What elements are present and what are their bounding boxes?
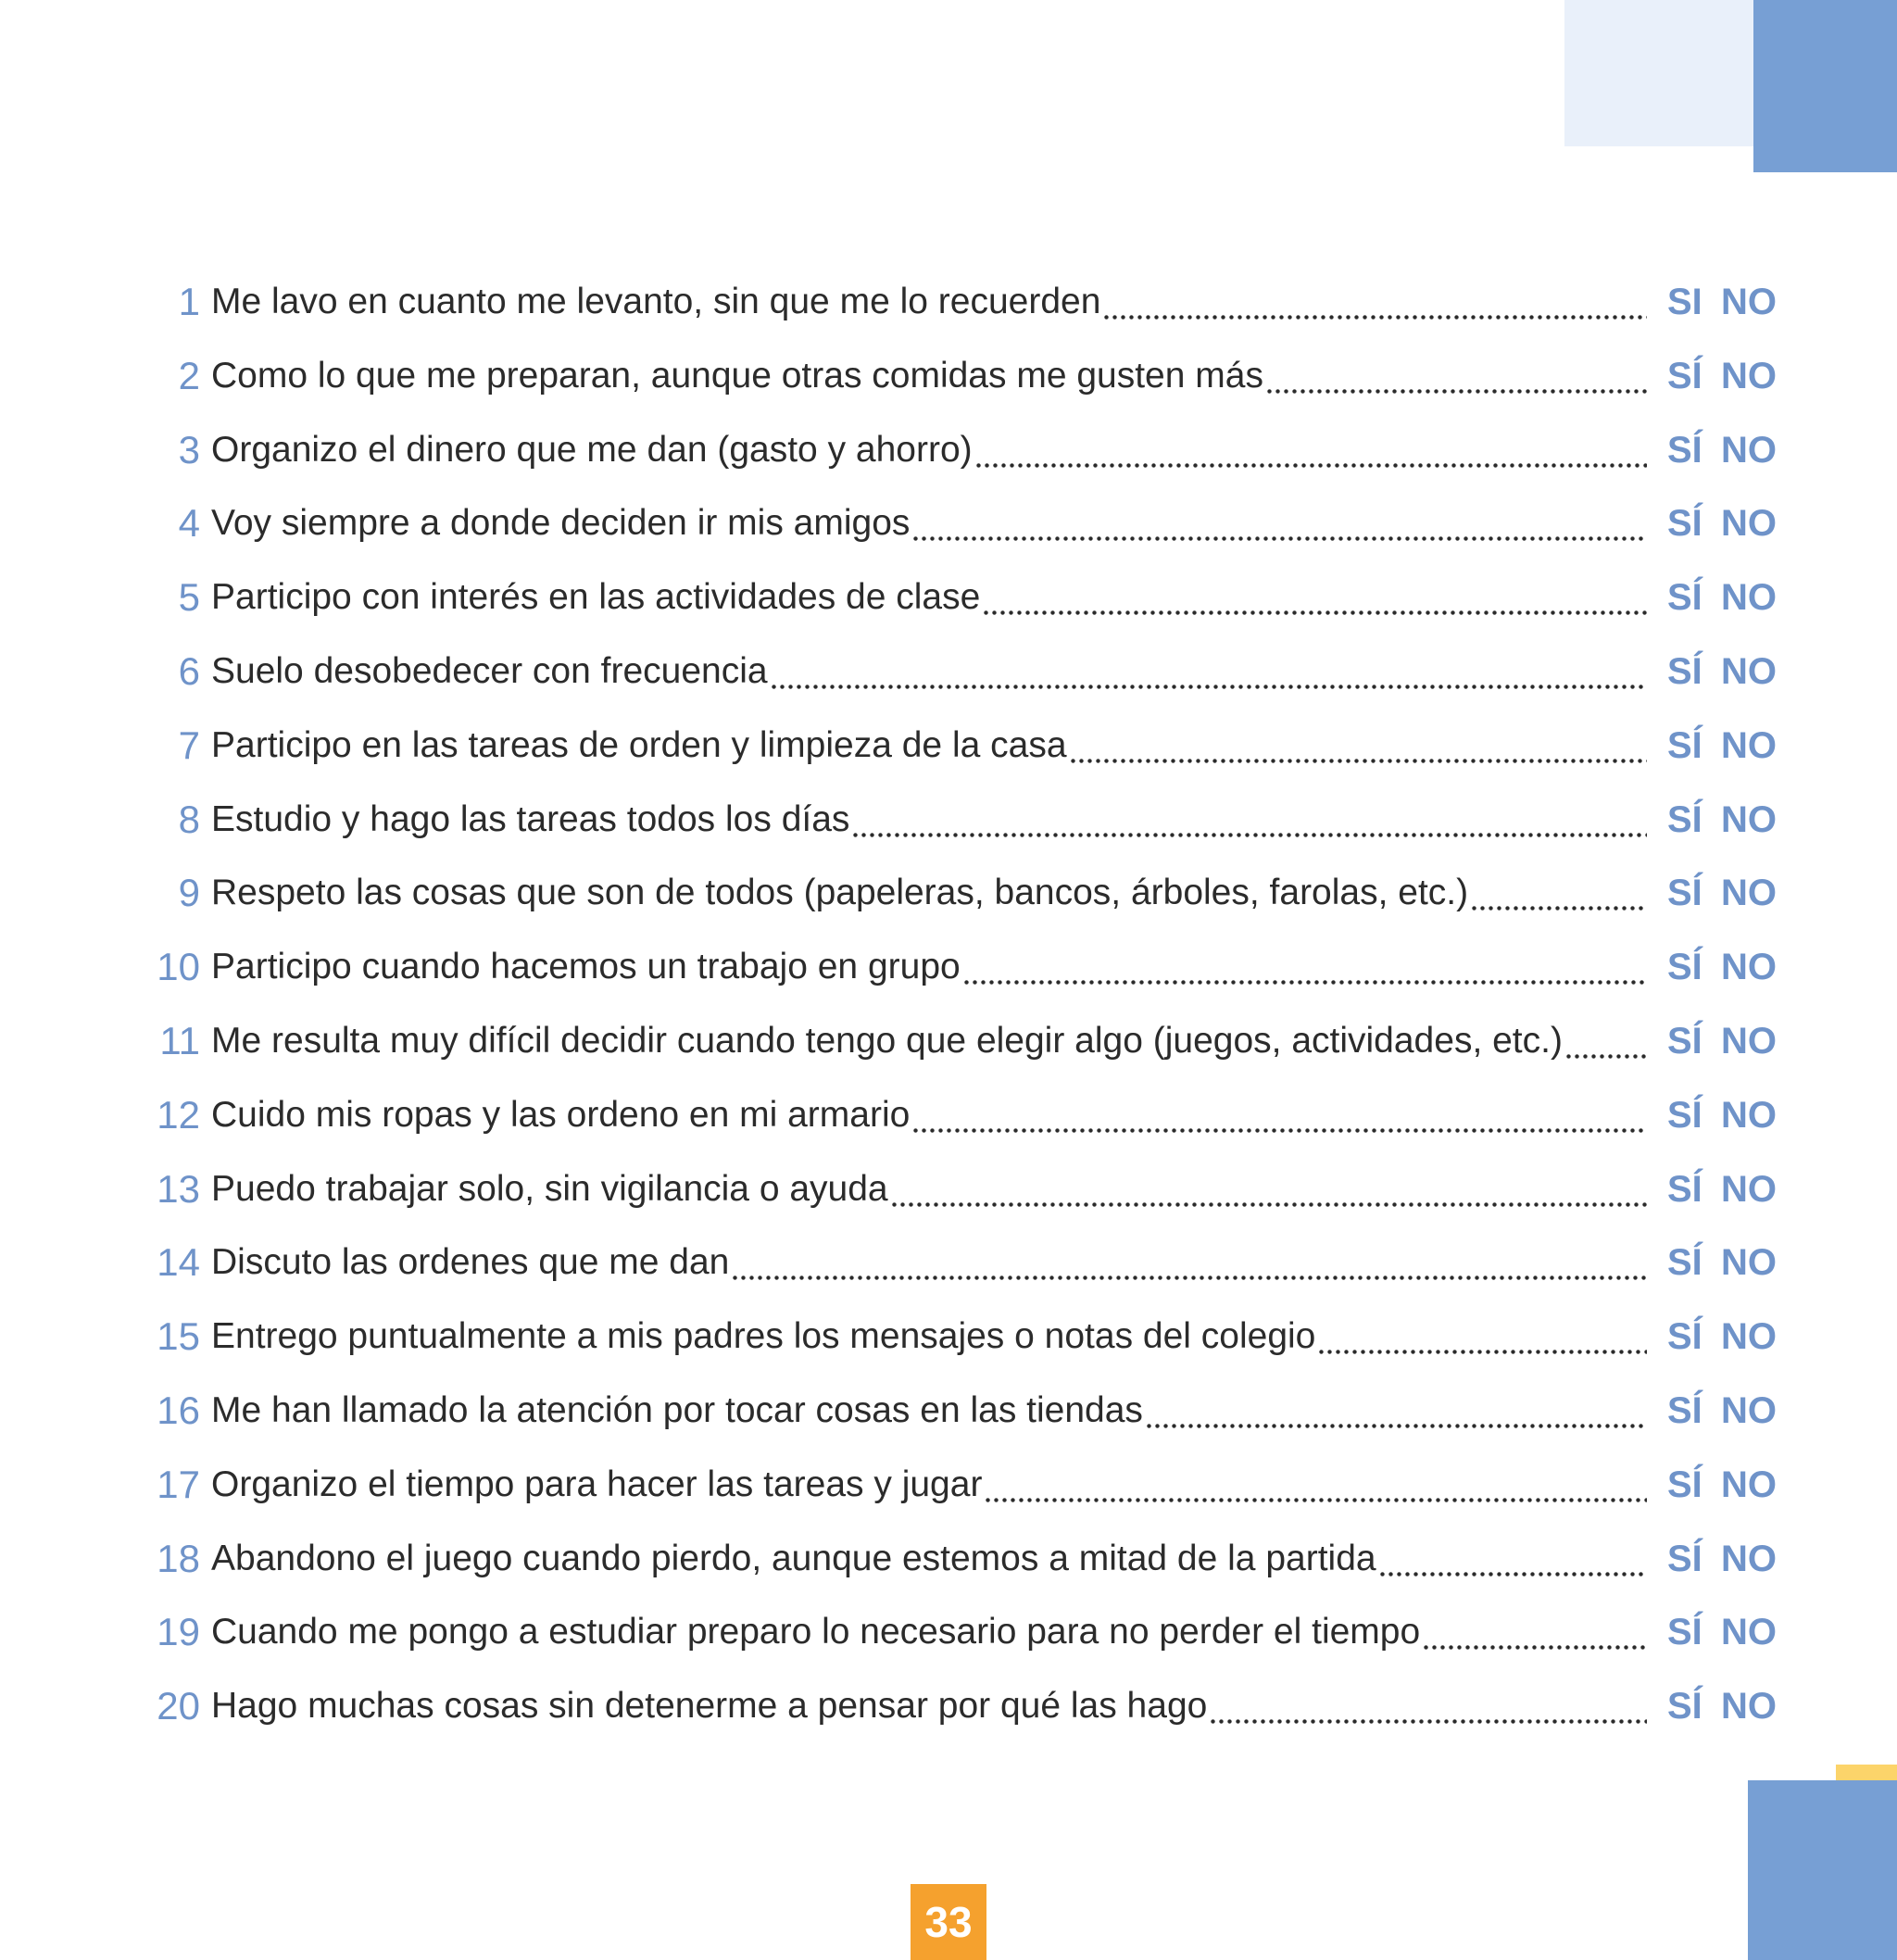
question-text-line bbox=[211, 1383, 1647, 1439]
answer-yes-option[interactable]: SÍ bbox=[1667, 725, 1702, 766]
question-number: 8 bbox=[178, 798, 200, 841]
question-row bbox=[0, 1087, 1897, 1143]
question-row bbox=[0, 1235, 1897, 1290]
dot-leader bbox=[1564, 1013, 1647, 1069]
question-row bbox=[0, 644, 1897, 699]
dot-leader bbox=[1209, 1678, 1647, 1734]
answer-yes-option[interactable]: SÍ bbox=[1667, 1390, 1702, 1431]
question-text-line bbox=[211, 1235, 1647, 1290]
question-number: 11 bbox=[159, 1019, 200, 1062]
question-text-line bbox=[211, 1531, 1647, 1587]
answer-no-option[interactable]: NO bbox=[1721, 1612, 1777, 1652]
dot-leader bbox=[1265, 348, 1647, 404]
answer-yes-option[interactable]: SÍ bbox=[1667, 799, 1702, 840]
question-text-line bbox=[211, 570, 1647, 625]
question-row bbox=[0, 1678, 1897, 1734]
page-number-badge: 33 bbox=[911, 1884, 986, 1960]
answer-yes-option[interactable]: SÍ bbox=[1667, 1316, 1702, 1357]
answer-yes-option[interactable]: SI bbox=[1667, 282, 1702, 322]
answer-yes-option[interactable]: SÍ bbox=[1667, 651, 1702, 692]
question-number: 13 bbox=[157, 1167, 200, 1211]
answer-no-option[interactable]: NO bbox=[1721, 1390, 1777, 1431]
question-text-line bbox=[211, 1087, 1647, 1143]
answer-no-option[interactable]: NO bbox=[1721, 1242, 1777, 1283]
question-text: Suelo desobedecer con frecuencia bbox=[211, 651, 768, 691]
question-row bbox=[0, 1531, 1897, 1587]
answer-yes-option[interactable]: SÍ bbox=[1667, 430, 1702, 471]
dot-leader bbox=[962, 939, 1647, 995]
question-text-line bbox=[211, 1013, 1647, 1069]
question-number: 1 bbox=[178, 280, 200, 323]
question-text-line bbox=[211, 1162, 1647, 1217]
question-number: 12 bbox=[157, 1093, 200, 1137]
question-text: Me han llamado la atención por tocar cosas en las tiendas bbox=[211, 1390, 1143, 1430]
dot-leader bbox=[1422, 1604, 1647, 1660]
question-row bbox=[0, 939, 1897, 995]
question-text: Voy siempre a donde deciden ir mis amigos bbox=[211, 503, 911, 543]
question-text: Abandono el juego cuando pierdo, aunque estemos a mitad de la partida bbox=[211, 1539, 1376, 1578]
question-text-line bbox=[211, 644, 1647, 699]
answer-yes-option[interactable]: SÍ bbox=[1667, 1169, 1702, 1210]
answer-no-option[interactable]: NO bbox=[1721, 873, 1777, 913]
question-number: 5 bbox=[178, 575, 200, 619]
answer-no-option[interactable]: NO bbox=[1721, 282, 1777, 322]
answer-no-option[interactable]: NO bbox=[1721, 947, 1777, 987]
question-text-line bbox=[211, 939, 1647, 995]
question-number: 14 bbox=[157, 1240, 200, 1284]
question-number: 2 bbox=[178, 354, 200, 397]
question-row bbox=[0, 1013, 1897, 1069]
question-text: Hago muchas cosas sin detenerme a pensar por qué las hago bbox=[211, 1686, 1208, 1726]
answer-no-option[interactable]: NO bbox=[1721, 1686, 1777, 1727]
question-row bbox=[0, 274, 1897, 330]
question-text: Como lo que me preparan, aunque otras comidas me gusten más bbox=[211, 356, 1263, 396]
answer-yes-option[interactable]: SÍ bbox=[1667, 577, 1702, 618]
answer-yes-option[interactable]: SÍ bbox=[1667, 1021, 1702, 1062]
question-number: 10 bbox=[157, 945, 200, 988]
answer-yes-option[interactable]: SÍ bbox=[1667, 1686, 1702, 1727]
question-text: Organizo el tiempo para hacer las tareas y jugar bbox=[211, 1464, 983, 1504]
dot-leader bbox=[974, 422, 1647, 478]
answer-yes-option[interactable]: SÍ bbox=[1667, 1095, 1702, 1136]
question-text-line bbox=[211, 1309, 1647, 1364]
question-text: Puedo trabajar solo, sin vigilancia o ayuda bbox=[211, 1169, 888, 1209]
answer-yes-option[interactable]: SÍ bbox=[1667, 1464, 1702, 1505]
question-number: 17 bbox=[157, 1463, 200, 1506]
question-text: Participo en las tareas de orden y limpieza de la casa bbox=[211, 725, 1067, 765]
question-number: 9 bbox=[178, 871, 200, 914]
question-row bbox=[0, 422, 1897, 478]
question-text-line bbox=[211, 348, 1647, 404]
bottom-yellow-strip bbox=[1836, 1765, 1897, 1780]
question-row bbox=[0, 1162, 1897, 1217]
dot-leader bbox=[731, 1235, 1647, 1290]
dot-leader bbox=[1145, 1383, 1647, 1439]
question-text-line bbox=[211, 1457, 1647, 1513]
question-row bbox=[0, 792, 1897, 848]
answer-no-option[interactable]: NO bbox=[1721, 503, 1777, 544]
question-text: Me lavo en cuanto me levanto, sin que me lo recuerden bbox=[211, 282, 1101, 321]
dot-leader bbox=[984, 1457, 1647, 1513]
dot-leader bbox=[1470, 865, 1647, 921]
dot-leader bbox=[911, 496, 1647, 551]
question-text-line bbox=[211, 718, 1647, 773]
question-row bbox=[0, 865, 1897, 921]
question-text: Cuando me pongo a estudiar preparo lo necesario para no perder el tiempo bbox=[211, 1612, 1421, 1652]
question-row bbox=[0, 570, 1897, 625]
question-number: 15 bbox=[157, 1314, 200, 1358]
question-text-line bbox=[211, 496, 1647, 551]
question-text: Estudio y hago las tareas todos los días bbox=[211, 799, 850, 839]
question-row bbox=[0, 348, 1897, 404]
bottom-dark-blue-block bbox=[1748, 1780, 1897, 1960]
question-text-line bbox=[211, 274, 1647, 330]
answer-no-option[interactable]: NO bbox=[1721, 356, 1777, 396]
question-number: 6 bbox=[178, 649, 200, 693]
question-number: 4 bbox=[178, 501, 200, 545]
dot-leader bbox=[890, 1162, 1647, 1217]
answer-no-option[interactable]: NO bbox=[1721, 1316, 1777, 1357]
question-row bbox=[0, 1383, 1897, 1439]
dot-leader bbox=[1317, 1309, 1647, 1364]
question-row bbox=[0, 496, 1897, 551]
answer-no-option[interactable]: NO bbox=[1721, 651, 1777, 692]
question-number: 3 bbox=[178, 428, 200, 471]
question-row bbox=[0, 1457, 1897, 1513]
answer-no-option[interactable]: NO bbox=[1721, 1095, 1777, 1136]
answer-no-option[interactable]: NO bbox=[1721, 1021, 1777, 1062]
question-row bbox=[0, 1309, 1897, 1364]
question-number: 20 bbox=[157, 1684, 200, 1728]
dot-leader bbox=[770, 644, 1647, 699]
dot-leader bbox=[1378, 1531, 1647, 1587]
question-number: 7 bbox=[178, 723, 200, 767]
question-text-line bbox=[211, 865, 1647, 921]
question-text-line bbox=[211, 422, 1647, 478]
dot-leader bbox=[982, 570, 1647, 625]
answer-yes-option[interactable]: SÍ bbox=[1667, 503, 1702, 544]
question-text: Organizo el dinero que me dan (gasto y ahorro) bbox=[211, 430, 973, 470]
answer-no-option[interactable]: NO bbox=[1721, 430, 1777, 471]
dot-leader bbox=[1069, 718, 1647, 773]
dot-leader bbox=[911, 1087, 1647, 1143]
question-text: Cuido mis ropas y las ordeno en mi armario bbox=[211, 1095, 911, 1135]
answer-no-option[interactable]: NO bbox=[1721, 799, 1777, 840]
question-row bbox=[0, 1604, 1897, 1660]
question-number: 16 bbox=[157, 1388, 200, 1432]
answer-no-option[interactable]: NO bbox=[1721, 725, 1777, 766]
answer-no-option[interactable]: NO bbox=[1721, 1169, 1777, 1210]
question-number: 18 bbox=[157, 1537, 200, 1580]
question-text-line bbox=[211, 1678, 1647, 1734]
question-text-line bbox=[211, 1604, 1647, 1660]
answer-yes-option[interactable]: SÍ bbox=[1667, 1242, 1702, 1283]
answer-yes-option[interactable]: SÍ bbox=[1667, 1612, 1702, 1652]
question-text-line bbox=[211, 792, 1647, 848]
question-text: Entrego puntualmente a mis padres los mensajes o notas del colegio bbox=[211, 1316, 1316, 1356]
question-text: Participo cuando hacemos un trabajo en grupo bbox=[211, 947, 961, 986]
answer-no-option[interactable]: NO bbox=[1721, 1464, 1777, 1505]
answer-no-option[interactable]: NO bbox=[1721, 577, 1777, 618]
question-text: Participo con interés en las actividades de clase bbox=[211, 577, 981, 617]
answer-yes-option[interactable]: SÍ bbox=[1667, 947, 1702, 987]
answer-yes-option[interactable]: SÍ bbox=[1667, 1539, 1702, 1579]
answer-yes-option[interactable]: SÍ bbox=[1667, 356, 1702, 396]
question-number: 19 bbox=[157, 1610, 200, 1653]
question-text: Me resulta muy difícil decidir cuando tengo que elegir algo (juegos, actividades, etc.) bbox=[211, 1021, 1563, 1061]
question-row bbox=[0, 718, 1897, 773]
dot-leader bbox=[851, 792, 1647, 848]
dot-leader bbox=[1102, 274, 1647, 330]
question-text: Respeto las cosas que son de todos (papeleras, bancos, árboles, farolas, etc.) bbox=[211, 873, 1469, 912]
answer-no-option[interactable]: NO bbox=[1721, 1539, 1777, 1579]
question-text: Discuto las ordenes que me dan bbox=[211, 1242, 730, 1282]
answer-yes-option[interactable]: SÍ bbox=[1667, 873, 1702, 913]
